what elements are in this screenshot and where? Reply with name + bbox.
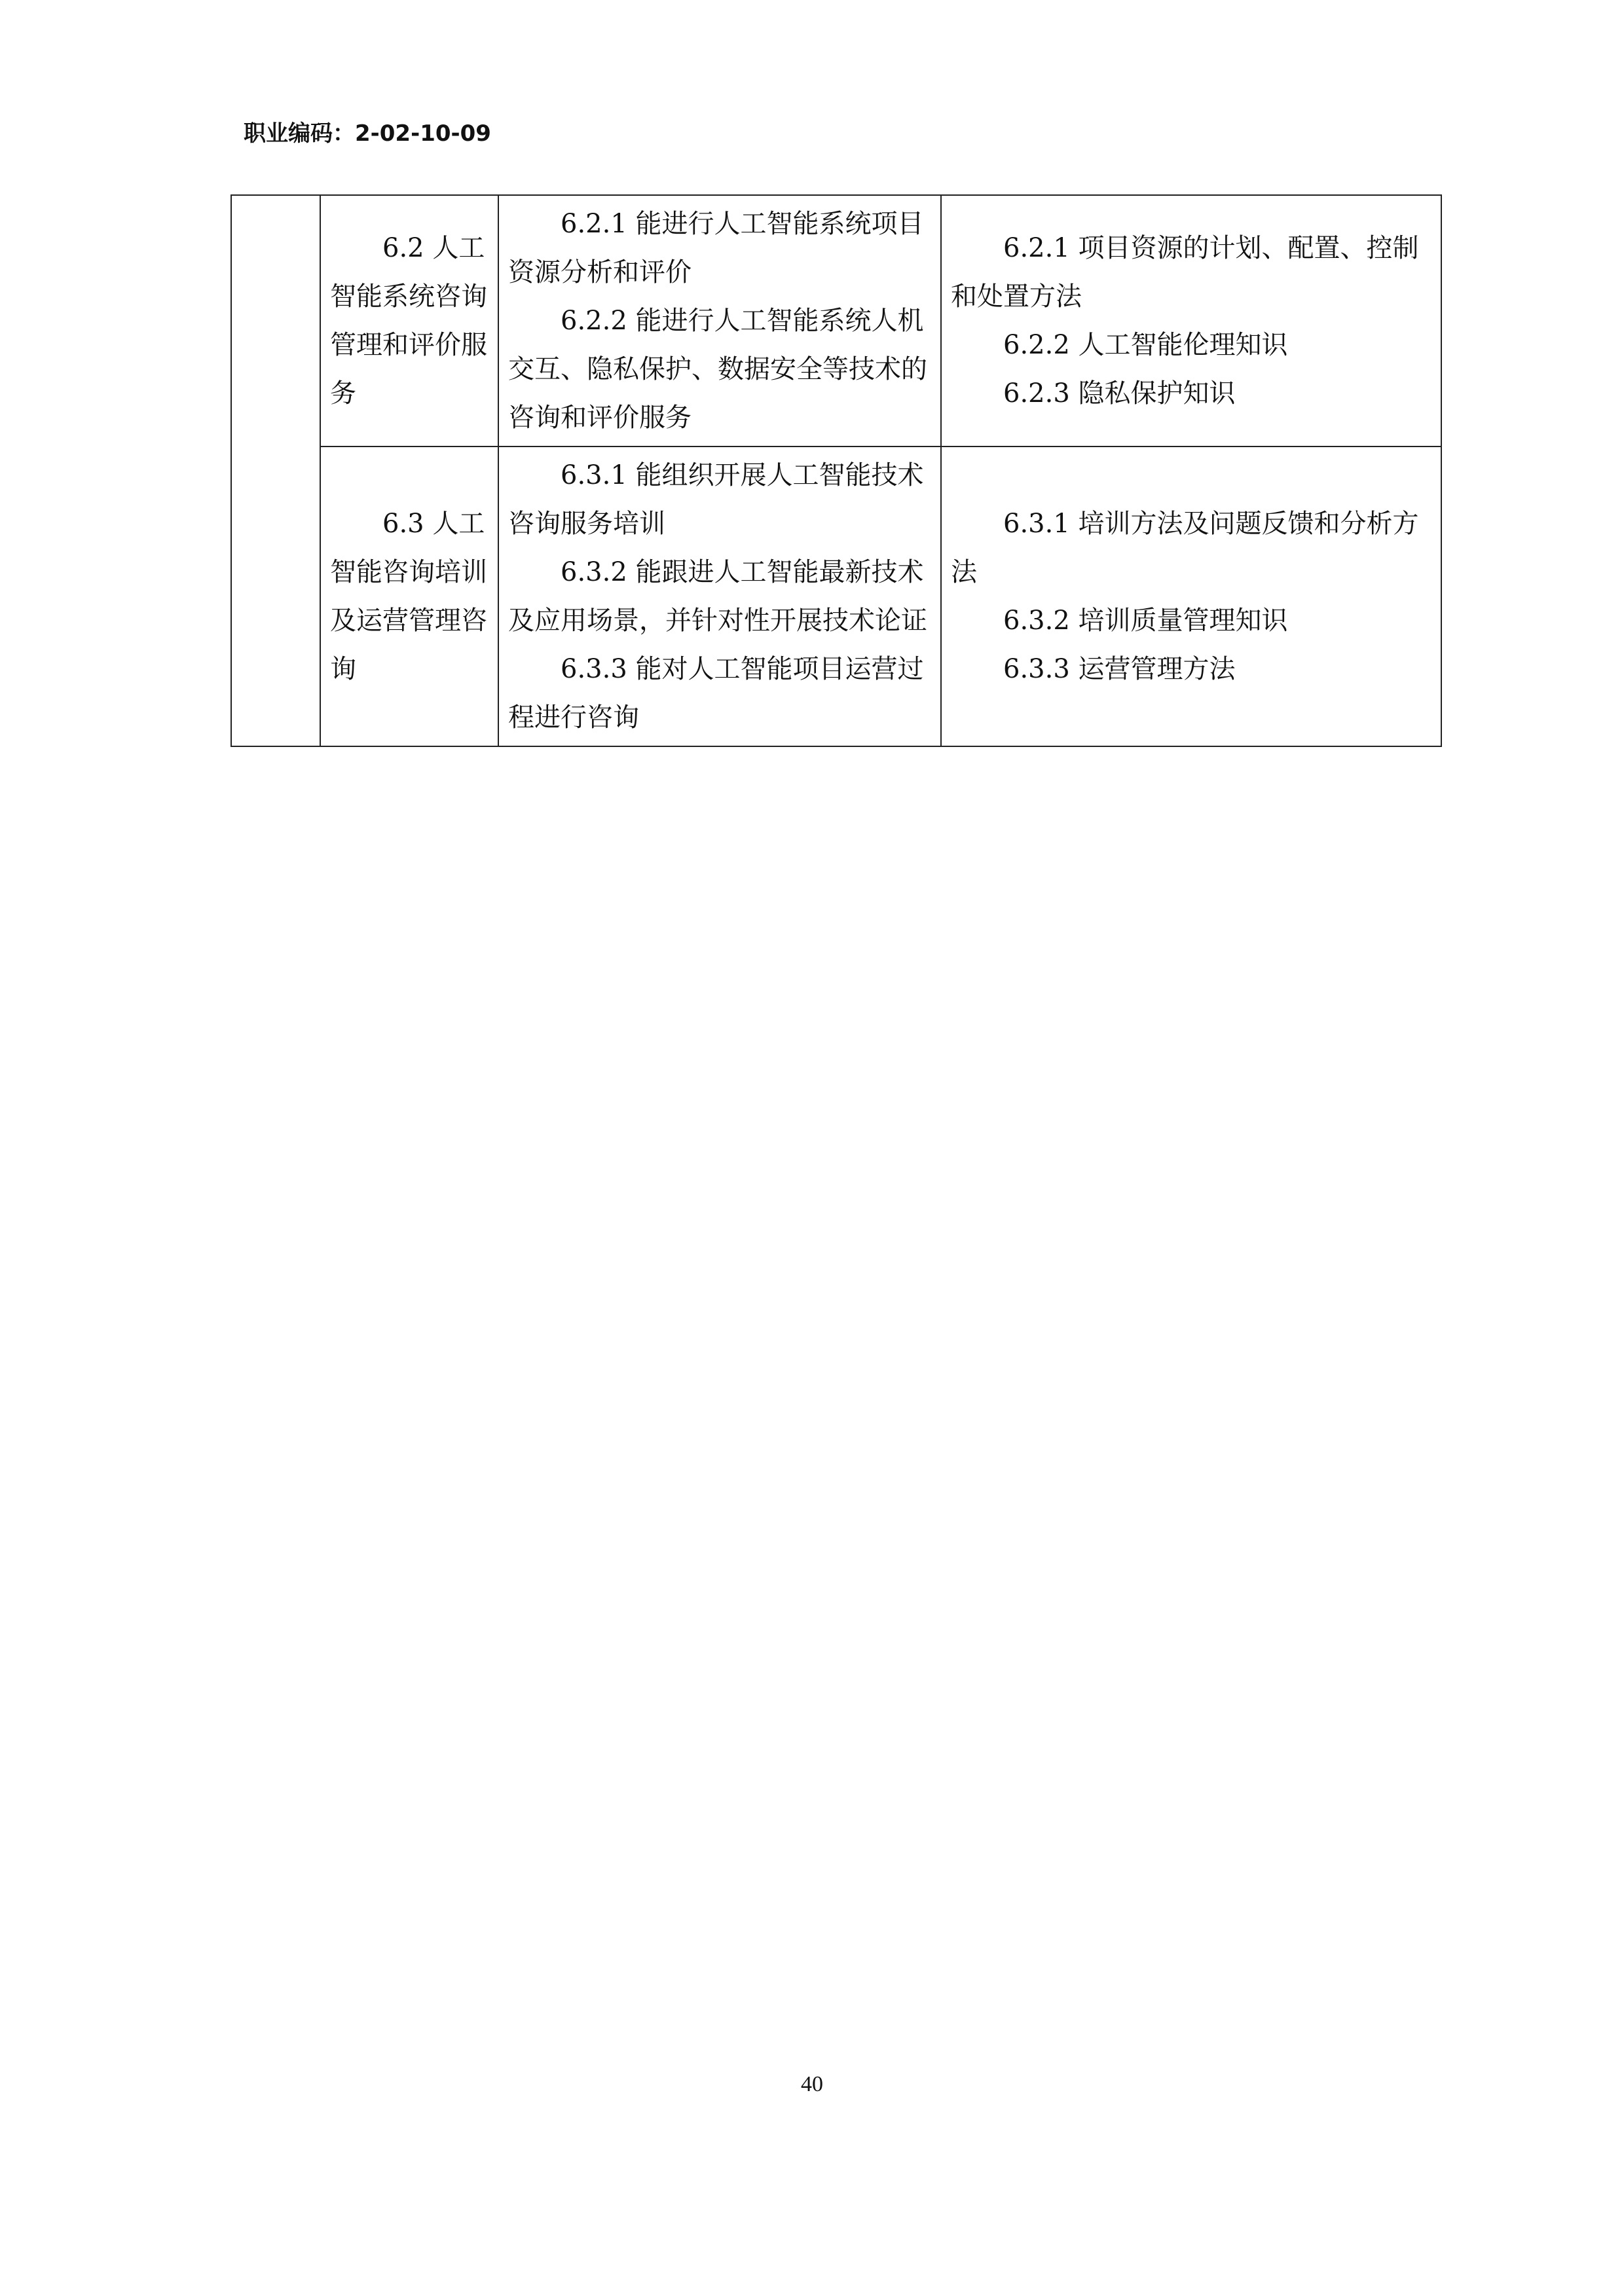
knowledge-item: 6.3.3 运营管理方法 bbox=[1003, 654, 1236, 684]
knowledge-cell bbox=[941, 446, 1441, 746]
knowledge-cell bbox=[941, 195, 1441, 446]
skill-item: 6.3.1 能组织开展人工智能技术咨询服务培训 bbox=[508, 460, 924, 539]
skill-item: 6.2.1 能进行人工智能系统项目资源分析和评价 bbox=[508, 209, 924, 287]
work-content-cell bbox=[231, 195, 320, 746]
table-row bbox=[231, 446, 1441, 746]
page-number: 40 bbox=[801, 2072, 823, 2096]
knowledge-item: 6.2.2 人工智能伦理知识 bbox=[1003, 330, 1288, 360]
knowledge-item: 6.2.3 隐私保护知识 bbox=[1003, 378, 1236, 409]
skill-item: 6.2.2 能进行人工智能系统人机交互、隐私保护、数据安全等技术的咨询和评价服务 bbox=[508, 306, 927, 433]
occupation-code: 职业编码：2-02-10-09 bbox=[244, 120, 491, 147]
skill-requirements-table bbox=[231, 194, 1442, 747]
unit-cell bbox=[320, 446, 498, 746]
table-row bbox=[231, 195, 1441, 446]
knowledge-item: 6.2.1 项目资源的计划、配置、控制和处置方法 bbox=[951, 233, 1419, 312]
unit-title: 6.3 人工智能咨询培训及运营管理咨询 bbox=[330, 509, 487, 684]
skills-cell bbox=[498, 195, 941, 446]
skill-item: 6.3.2 能跟进人工智能最新技术及应用场景，并针对性开展技术论证 bbox=[508, 557, 927, 636]
unit-title: 6.2 人工智能系统咨询管理和评价服务 bbox=[330, 233, 487, 409]
unit-cell bbox=[320, 195, 498, 446]
skills-cell bbox=[498, 446, 941, 746]
skill-item: 6.3.3 能对人工智能项目运营过程进行咨询 bbox=[508, 654, 924, 733]
knowledge-item: 6.3.2 培训质量管理知识 bbox=[1003, 606, 1288, 636]
knowledge-item: 6.3.1 培训方法及问题反馈和分析方法 bbox=[951, 509, 1419, 587]
